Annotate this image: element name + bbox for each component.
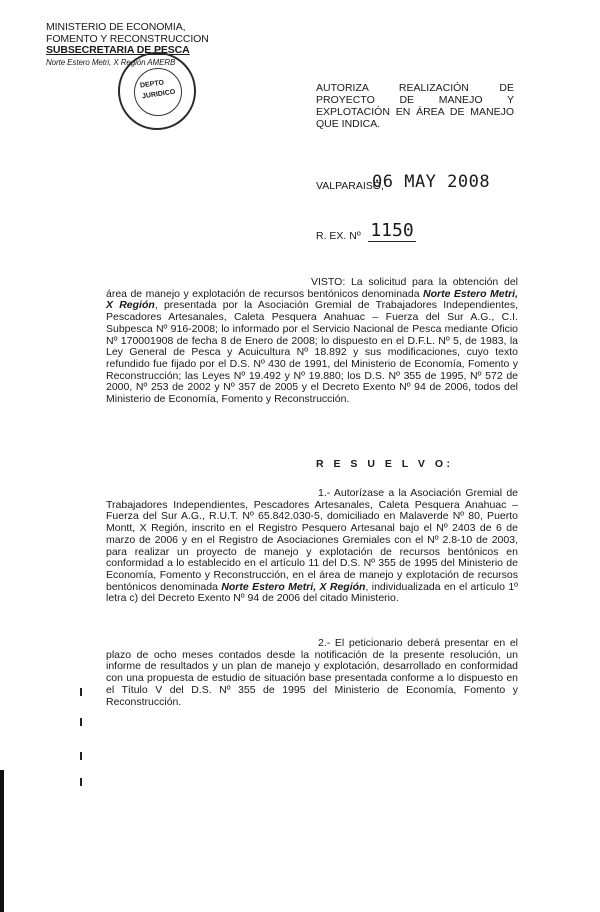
subject-heading: AUTORIZA REALIZACIÓN DE PROYECTO DE MANEJO Y EXPLOTACIÓN EN ÁREA DE MANEJO QUE INDICA. [316, 82, 514, 130]
letterhead [46, 22, 209, 68]
ministry-subtitle: FOMENTO Y RECONSTRUCCION [46, 32, 209, 45]
item-1-text-b: , individualizada en el artículo 1º letra c) del Decreto Exento Nº 94 de 2006 del citado Ministerio. [106, 580, 519, 605]
visto-text-b: , presentada por la Asociación Gremial de Trabajadores Independientes, Pescadores Artesanales, Caleta Pesquera Anahuac – Fuerza del Sur A.G., C.I. Subpesca Nº 916-2008; lo informado por el Servicio Nacional de Pesca mediante Oficio Nº 170001908 de fecha 8 de Enero de 2008; lo dispuesto en el D.F.L. Nº 5, de 1983, la Ley General de Pesca y Acuicultura Nº 18.892 y sus modificaciones, cuyo texto refundido fue fijado por el D.S. Nº 430 de 1991, del Ministerio de Economía, Fomento y Reconstrucción; las Leyes Nº 19.492 y Nº 19.880; los D.S. Nº 355 de 1995, Nº 572 de 2000, Nº 253 de 2002 y Nº 357 de 2005 y el Decreto Exento Nº 94 de 2006, todos del Ministerio de Economía, Fomento y Reconstrucción. [106, 299, 518, 406]
ministry-name: MINISTERIO DE ECONOMIA, [46, 21, 186, 33]
margin-mark [80, 688, 82, 696]
margin-mark [80, 718, 82, 726]
scan-edge-bar [0, 770, 4, 912]
subsecretaria-name: SUBSECRETARIA DE PESCA [46, 44, 190, 56]
resolution-label: R. EX. Nº [316, 230, 361, 242]
margin-mark [80, 752, 82, 760]
date-label: VALPARAISO, [316, 180, 384, 192]
seal-text-bottom: JURIDICO [141, 88, 176, 101]
resolution-number: 1150 [368, 220, 416, 242]
item-2-paragraph [106, 638, 518, 708]
margin-mark [80, 778, 82, 786]
official-seal-stamp [118, 52, 196, 130]
visto-text-a: La solicitud para la obtención del área de manejo y explotación de recursos bentónicos denominada [106, 276, 518, 300]
seal-text-top: DEPTO [139, 79, 165, 90]
resuelvo-heading: R E S U E L V O: [316, 458, 454, 470]
visto-label: VISTO: [311, 276, 346, 288]
item-1-area-name: Norte Estero Metri, X Región [221, 580, 366, 593]
item-1-paragraph [106, 488, 518, 605]
date-stamp: 06 MAY 2008 [372, 172, 491, 192]
reference-line: Norte Estero Metri, X Región AMERB [46, 57, 176, 67]
visto-paragraph [106, 277, 518, 406]
item-2-text: 2.- El peticionario deberá presentar en el plazo de ocho meses contados desde la notificación de la presente resolución, un informe de resultados y un plan de manejo y explotación, desarrollado en conformidad con una propuesta de estudio de situación base presentada conforme a lo dispuesto en el Título V del D.S. Nº 355 de 1995 del Ministerio de Economía, Fomento y Reconstrucción. [106, 637, 518, 708]
visto-area-name: Norte Estero Metri, X Región [106, 287, 518, 312]
item-1-text-a: 1.- Autorízase a la Asociación Gremial de Trabajadores Independientes, Pescadores Artesanales, Caleta Pesquera Anahuac – Fuerza del Sur A.G., R.U.T. Nº 65.842.030-5, domiciliado en Malaverde Nº 80, Puerto Montt, X Región, inscrito en el Registro Pesquero Artesanal bajo el Nº 2403 de 6 de marzo de 2006 y en el Registro de Asociaciones Gremiales con el Nº 2.8-10 de 2003, para realizar un proyecto de manejo y explotación de recursos bentónicos en conformidad a lo establecido en el artículo 11 del D.S. Nº 355 de 1995 del Ministerio de Economía, Fomento y Reconstrucción, en el área de manejo y explotación de recursos bentónicos denominada [106, 487, 518, 593]
